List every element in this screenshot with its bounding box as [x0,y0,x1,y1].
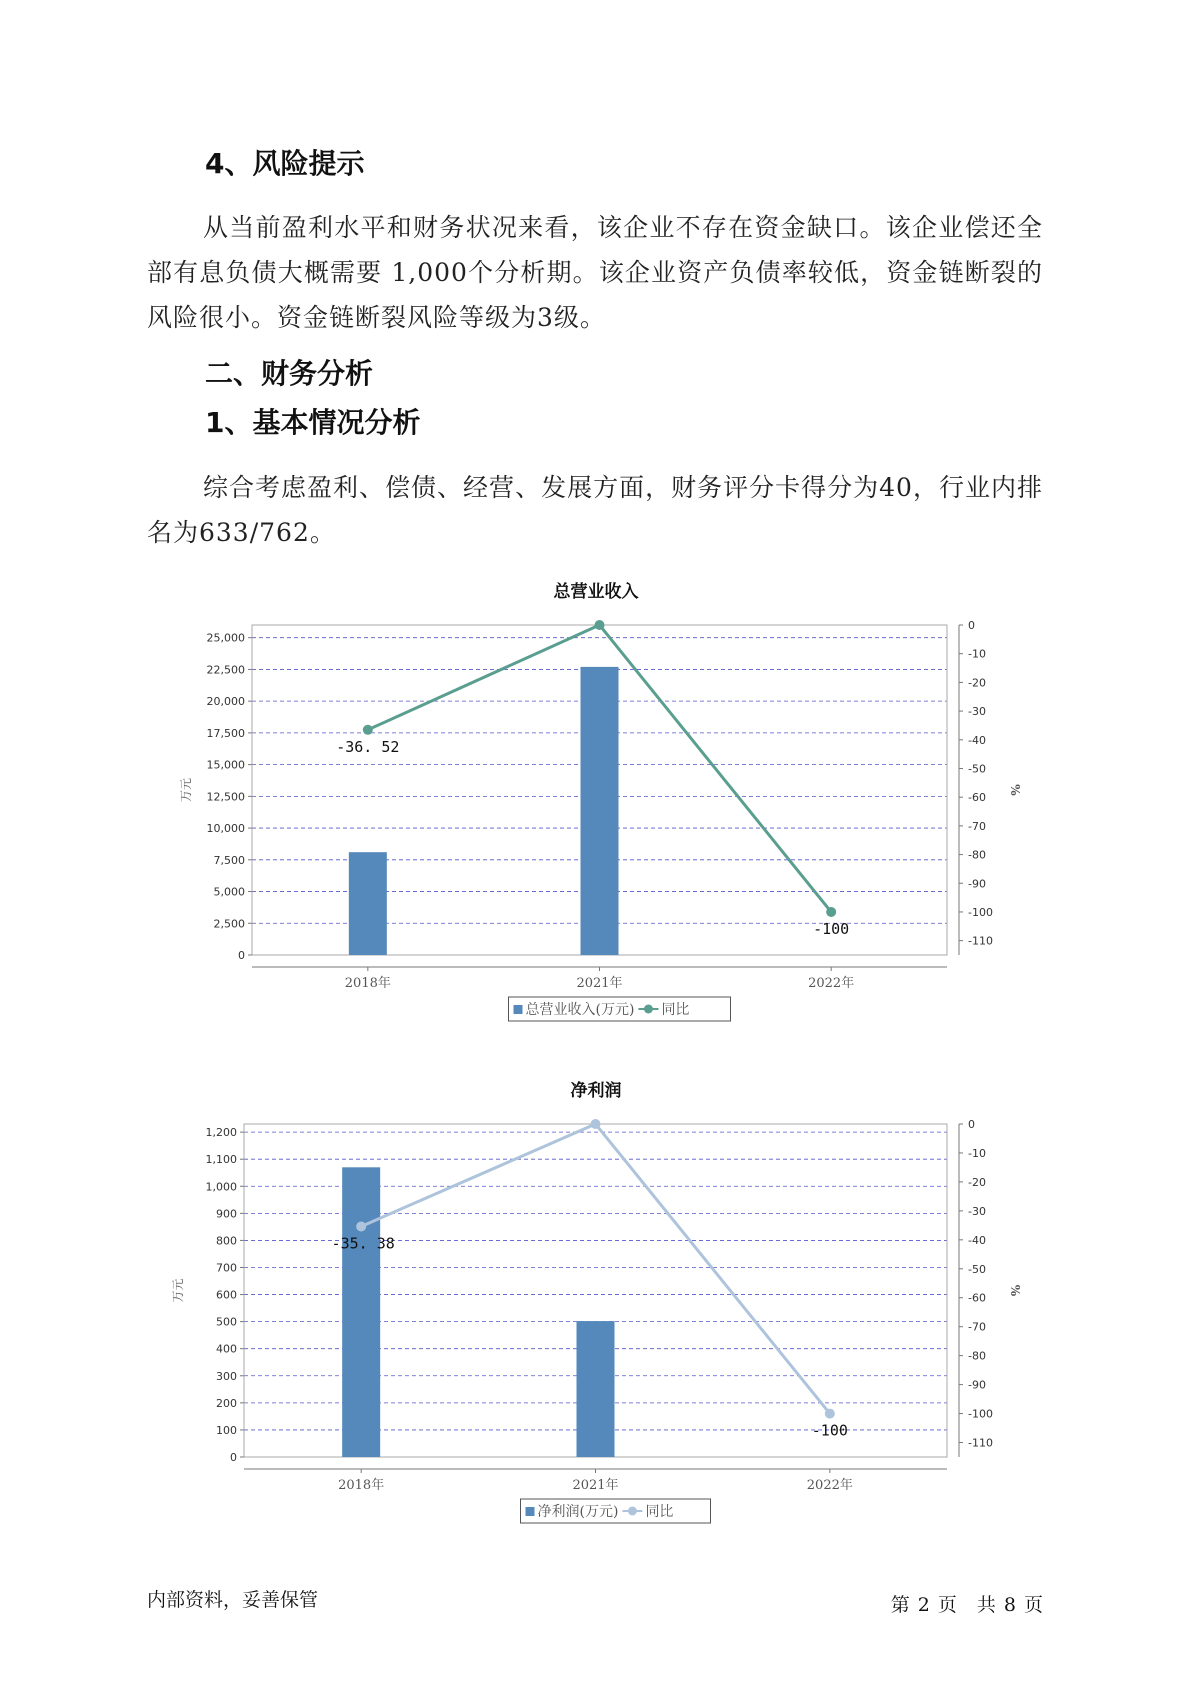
x-tick-label: 2022年 [806,1478,853,1493]
yoy-point [591,1119,601,1129]
y2-axis-label: % [1008,784,1022,796]
y2-tick-label: -100 [968,1407,993,1421]
revenue-chart [0,575,1191,1030]
y-tick-label: 100 [216,1423,237,1437]
y-tick-label: 900 [216,1207,237,1221]
page-total: 8 [1003,1594,1016,1616]
y2-tick-label: -20 [968,676,986,690]
basic-analysis-paragraph: 综合考虑盈利、偿债、经营、发展方面，财务评分卡得分为40，行业内排名为633/762。 [147,473,1043,547]
total-prefix: 共 [976,1594,996,1616]
y2-axis-label: % [1008,1284,1022,1297]
y2-tick-label: -60 [968,1291,986,1305]
y-tick-label: 500 [216,1315,237,1329]
legend-bar-swatch [526,1507,535,1516]
y2-tick-label: -20 [968,1175,986,1189]
legend-bar-label: 净利润(万元) [537,1504,619,1520]
y2-tick-label: -10 [968,647,986,661]
y-tick-label: 1,000 [205,1180,237,1194]
y2-tick-label: -90 [968,877,986,891]
y2-tick-label: -30 [968,1204,986,1218]
yoy-point [825,1409,835,1419]
y-tick-label: 200 [216,1396,237,1410]
y-tick-label: 1,100 [205,1153,237,1167]
y2-tick-label: -40 [968,1233,986,1247]
legend-line-marker [628,1507,637,1516]
bar [349,852,387,955]
page-current: 2 [917,1594,930,1616]
chart-title: 净利润 [570,1081,622,1101]
legend-line-marker [644,1005,653,1014]
y-tick-label: 300 [216,1369,237,1383]
finance-heading: 二、财务分析 [205,357,374,390]
y2-tick-label: -50 [968,762,986,776]
y-tick-label: 2,500 [213,917,245,931]
legend-line-label: 同比 [645,1504,674,1520]
y-tick-label: 17,500 [206,726,245,740]
revenue-chart-svg [0,575,1191,1030]
bar [577,1321,615,1457]
y2-tick-label: 0 [968,619,975,632]
yoy-point [363,725,373,735]
data-label: -100 [811,1421,848,1440]
legend-bar-swatch [514,1005,523,1014]
x-tick-label: 2018年 [344,976,391,991]
y-tick-label: 22,500 [206,663,245,677]
y2-tick-label: -80 [968,848,986,862]
page-number [891,1590,1051,1617]
y2-tick-label: -90 [968,1378,986,1392]
x-tick-label: 2021年 [572,1478,619,1493]
data-label: -36. 52 [336,737,400,756]
y2-tick-label: -110 [968,934,993,948]
bar [581,667,619,955]
y-tick-label: 700 [216,1261,237,1275]
yoy-point [356,1221,366,1231]
y2-tick-label: -50 [968,1262,986,1276]
y2-tick-label: -40 [968,733,986,747]
y-tick-label: 15,000 [206,758,245,772]
yoy-point [595,620,605,630]
y-axis-label: 万元 [171,1278,185,1303]
legend-line-label: 同比 [661,1002,690,1018]
y2-tick-label: -70 [968,819,986,833]
page-unit: 页 [937,1594,957,1616]
y-tick-label: 7,500 [213,853,245,867]
y-tick-label: 400 [216,1342,237,1356]
y2-tick-label: -10 [968,1146,986,1160]
y2-tick-label: -80 [968,1349,986,1363]
y-tick-label: 0 [238,949,245,962]
y2-tick-label: -30 [968,705,986,719]
y2-tick-label: -70 [968,1320,986,1334]
y2-tick-label: -110 [968,1436,993,1450]
y-tick-label: 20,000 [206,695,245,709]
y-axis-label: 万元 [179,777,193,803]
page-prefix: 第 [890,1594,910,1616]
net-profit-chart-svg [0,1072,1191,1527]
basic-analysis-heading: 1、基本情况分析 [205,406,421,439]
confidential-note: 内部资料，妥善保管 [147,1589,319,1611]
y-tick-label: 5,000 [213,885,245,899]
y2-tick-label: -100 [968,905,993,919]
risk-heading: 4、风险提示 [205,147,365,180]
risk-paragraph: 从当前盈利水平和财务状况来看，该企业不存在资金缺口。该企业偿还全部有息负债大概需要 1,000个分析期。该企业资产负债率较低，资金链断裂的风险很小。资金链断裂风险等级为3级。 [147,213,1043,332]
chart-title: 总营业收入 [553,582,639,602]
x-tick-label: 2021年 [576,976,623,991]
bar [342,1167,380,1457]
legend-bar-label: 总营业收入(万元) [525,1002,635,1018]
y-tick-label: 12,500 [206,790,245,804]
y-tick-label: 800 [216,1234,237,1248]
y2-tick-label: -60 [968,791,986,805]
total-unit: 页 [1023,1594,1043,1616]
data-label: -35. 38 [331,1234,395,1253]
y-tick-label: 1,200 [205,1126,237,1140]
x-tick-label: 2018年 [338,1478,385,1493]
yoy-point [826,907,836,917]
y-tick-label: 10,000 [206,822,245,836]
y2-tick-label: 0 [968,1118,975,1131]
y-tick-label: 25,000 [206,631,245,645]
data-label: -100 [813,919,850,938]
y-tick-label: 600 [216,1288,237,1302]
net-profit-chart [0,1072,1191,1527]
x-tick-label: 2022年 [808,976,855,991]
y-tick-label: 0 [230,1451,237,1464]
